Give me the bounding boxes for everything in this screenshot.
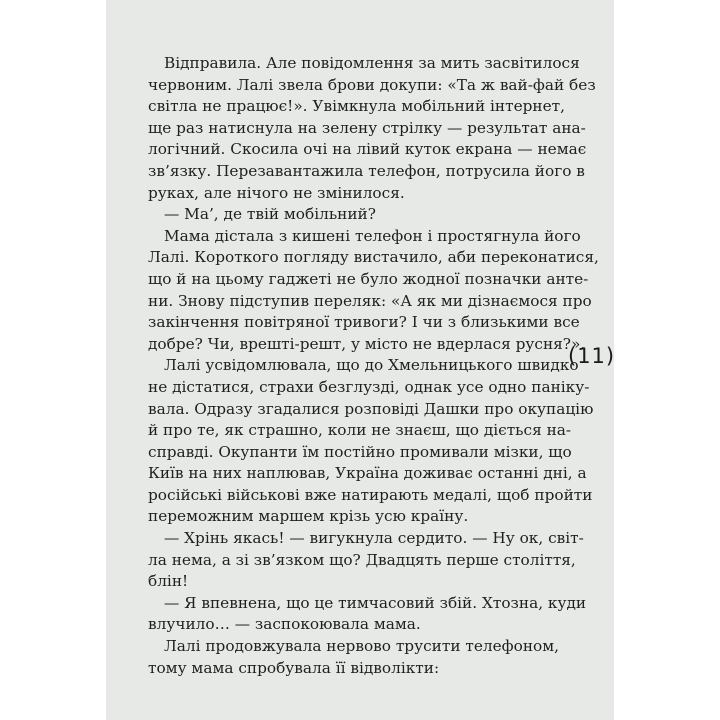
text-line: Мама дістала з кишені телефон і простягнула його <box>164 226 581 245</box>
text-line: руках, але нічого не змінилося. <box>148 183 405 202</box>
text-line: Лалі продовжувала нервово трусити телефоном, <box>164 637 560 656</box>
text-line: червоним. Лалі звела брови докупи: «Та ж вай-фай без <box>148 75 596 94</box>
text-line: ще раз натиснула на зелену стрілку — результат ана- <box>148 118 586 137</box>
text-line: ни. Знову підступив переляк: «А як ми дізнаємося про <box>148 291 592 310</box>
text-line: Лалі усвідомлювала, що до Хмельницького швидко <box>164 356 579 375</box>
text-line: добре? Чи, врешті-решт, у місто не вдерлася русня?». <box>148 334 586 353</box>
text-line: логічний. Скосила очі на лівий куток екрана — немає <box>148 140 587 159</box>
text-line: — Я впевнена, що це тимчасовий збій. Хтозна, куди <box>164 593 587 612</box>
text-line: Київ на них наплював, Україна доживає останні дні, а <box>148 464 587 483</box>
text-line: ла нема, а зі зв’язком що? Двадцять перше століття, <box>148 550 576 569</box>
text-line: Лалі. Короткого погляду вистачило, аби переконатися, <box>148 248 599 267</box>
text-line: зв’язку. Перезавантажила телефон, потрусила його в <box>148 161 585 180</box>
text-line: Відправила. Але повідомлення за мить засвітилося <box>164 54 580 72</box>
text-line: не дістатися, страхи безглузді, однак усе одно паніку- <box>148 377 590 396</box>
text-line: — Хрінь якась! — вигукнула сердито. — Ну ок, світ- <box>164 529 584 548</box>
text-line: російські військові вже натирають медалі, щоб пройти <box>148 485 593 504</box>
text-line: що й на цьому гаджеті не було жодної позначки анте- <box>148 269 589 288</box>
text-line: тому мама спробувала її відволікти: <box>148 658 440 677</box>
text-line: переможним маршем крізь усю країну. <box>148 507 469 526</box>
text-line: блін! <box>148 572 189 591</box>
text-line: й про те, як страшно, коли не знаєш, що діється на- <box>148 421 572 440</box>
text-line: закінчення повітряної тривоги? І чи з близькими все <box>148 313 580 332</box>
text-line: справді. Окупанти їм постійно промивали мізки, що <box>148 442 572 461</box>
text-line: влучило… — заспокоювала мама. <box>148 615 421 634</box>
text-line: вала. Одразу згадалися розповіді Дашки про окупацію <box>148 399 594 418</box>
text-line: світла не працює!». Увімкнула мобільний інтернет, <box>148 97 565 116</box>
page-number: (11) <box>568 344 616 368</box>
text-line: — Ма’, де твій мобільний? <box>164 205 376 224</box>
